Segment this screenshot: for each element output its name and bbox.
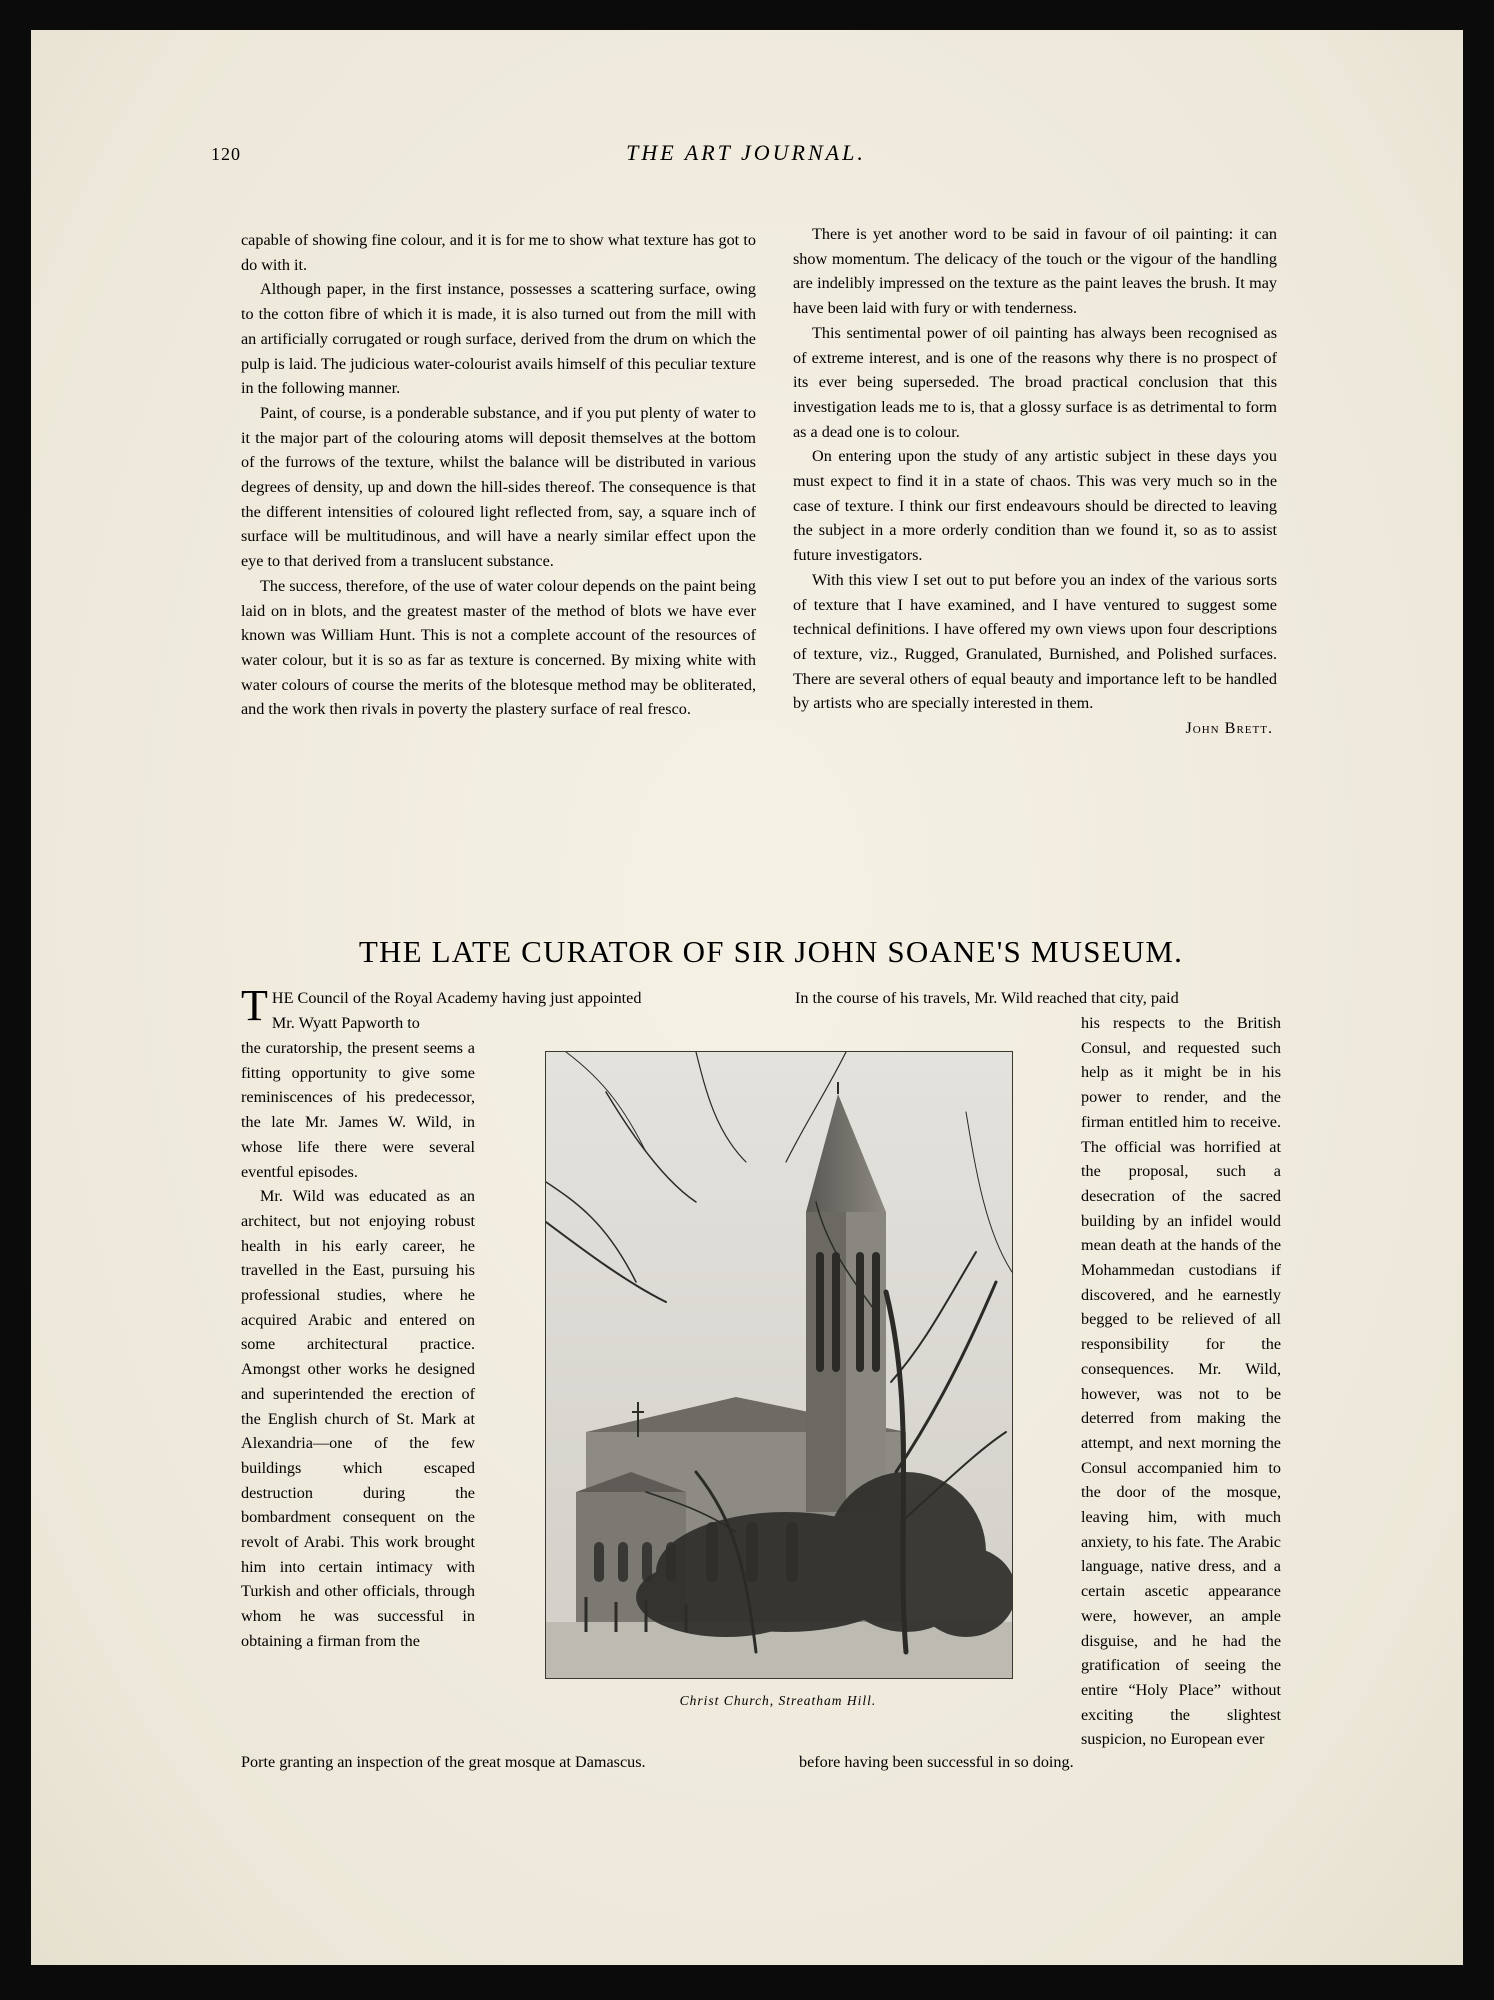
author-signature: John Brett. <box>1185 719 1273 738</box>
top-left-paragraph: Paint, of course, is a ponderable substance, and if you put plenty of water to it the major part of the colouring atoms will deposit themselves at the bottom of the furrows of the texture, whilst the balance will be distributed in various degrees of density, up and down the hill-sides thereof. The consequence is that the different intensities of coloured light reflected from, say, a square inch of surface will be multitudinous, and will have a nearly similar effect upon the eye to that derived from a translucent substance. <box>241 403 756 571</box>
top-right-paragraph: With this view I set out to put before you an index of the various sorts of texture that I have examined, and I have ventured to suggest some technical definitions. I have offered my own views upon four descriptions of texture, viz., Rugged, Granulated, Burnished, and Polished surfaces. There are several others of equal beauty and importance left to be handled by artists who are specially interested in them. <box>793 570 1277 713</box>
running-head <box>211 140 1281 180</box>
article-right-paragraph: his respects to the British Consul, and requested such help as it might be in his power to render, and the firman entitled him to receive. The official was horrified at the proposal, such a desecration of the sacred building by an infidel would mean death at the hands of the Mohammedan custodians if discovered, and he earnestly begged to be relieved of all responsibility for the consequences. Mr. Wild, however, was not to be deterred from making the attempt, and next morning the Consul accompanied him to the door of the mosque, leaving him, with much anxiety, to his fate. The Arabic language, native dress, and a certain ascetic appearance were, however, an ample disguise, and he had the gratification of seeing the entire “Holy Place” without exciting the slightest suspicion, no European ever <box>1081 1014 1281 1749</box>
article-right-column <box>1081 1011 1281 1752</box>
drop-cap: T <box>241 981 268 1030</box>
page-number: 120 <box>211 144 241 164</box>
article-opening <box>241 981 761 1035</box>
church-photograph <box>545 1051 1013 1679</box>
top-right-paragraph: This sentimental power of oil painting has always been recognised as of extreme interest, and is one of the reasons why there is no prospect of its ever being superseded. The broad practical conclusion that this investigation leads me to is, that a glossy surface is as detrimental to form as a dead one is to colour. <box>793 323 1277 441</box>
article-left-paragraph: the curatorship, the present seems a fitting opportunity to give some reminiscences of his predecessor, the late Mr. James W. Wild, in whose life there were several eventful episodes. <box>241 1039 475 1181</box>
article-title: THE LATE CURATOR OF SIR JOHN SOANE'S MUSEUM. <box>358 934 1184 969</box>
top-right-paragraphs <box>793 222 1277 716</box>
top-right-column <box>793 222 1277 741</box>
article-left-paragraph: Mr. Wild was educated as an architect, but not enjoying robust health in his early career, he travelled in the East, pursuing his professional studies, where he acquired Arabic and entered on some architectural practice. Amongst other works he designed and superintended the erection of the English church of St. Mark at Alexandria—one of the few buildings which escaped destruction during the bombardment consequent on the revolt of Arabi. This work brought him into certain intimacy with Turkish and other officials, through whom he was successful in obtaining a firman from the <box>241 1187 475 1650</box>
top-left-paragraph: The success, therefore, of the use of water colour depends on the paint being laid on in blots, and the greatest master of the method of blots we have ever known was William Hunt. This is not a complete account of the resources of water colour, but it is so as far as texture is concerned. By mixing white with water colours of course the merits of the blotesque method may be obliterated, and the work then rivals in poverty the plastery surface of real fresco. <box>241 576 756 719</box>
top-left-paragraph: capable of showing fine colour, and it is for me to show what texture has got to do with it. <box>241 231 756 274</box>
article-left-column <box>241 1036 475 1654</box>
article-left-last-line: Porte granting an inspection of the great mosque at Damascus. <box>241 1753 646 1771</box>
figure-caption: Christ Church, Streatham Hill. <box>679 1693 877 1708</box>
article-first-line: HE Council of the Royal Academy having just appointed <box>271 989 642 1007</box>
top-right-paragraph: There is yet another word to be said in favour of oil painting: it can show momentum. The delicacy of the touch or the vigour of the handling are indelibly impressed on the texture as the paint leaves the brush. It may have been laid with fury or with tenderness. <box>793 225 1277 318</box>
article-right-first-line: In the course of his travels, Mr. Wild reached that city, paid <box>795 989 1179 1007</box>
journal-title: THE ART JOURNAL. <box>626 140 866 165</box>
article-right-last-line: before having been successful in so doing. <box>799 1753 1074 1771</box>
top-left-paragraph: Although paper, in the first instance, possesses a scattering surface, owing to the cotton fibre of which it is made, it is also turned out from the mill with an artificially corrugated or rough surface, derived from the drum on which the pulp is laid. The judicious water-colourist avails himself of this peculiar texture in the following manner. <box>241 280 756 398</box>
article-second-line: Mr. Wyatt Papworth to <box>271 1013 420 1032</box>
top-right-paragraph: On entering upon the study of any artistic subject in these days you must expect to find it in a state of chaos. This was very much so in the case of texture. I think our first endeavours should be directed to leaving the subject in a more orderly condition than we found it, so as to assist future investigators. <box>793 447 1277 565</box>
top-left-column <box>241 228 756 722</box>
